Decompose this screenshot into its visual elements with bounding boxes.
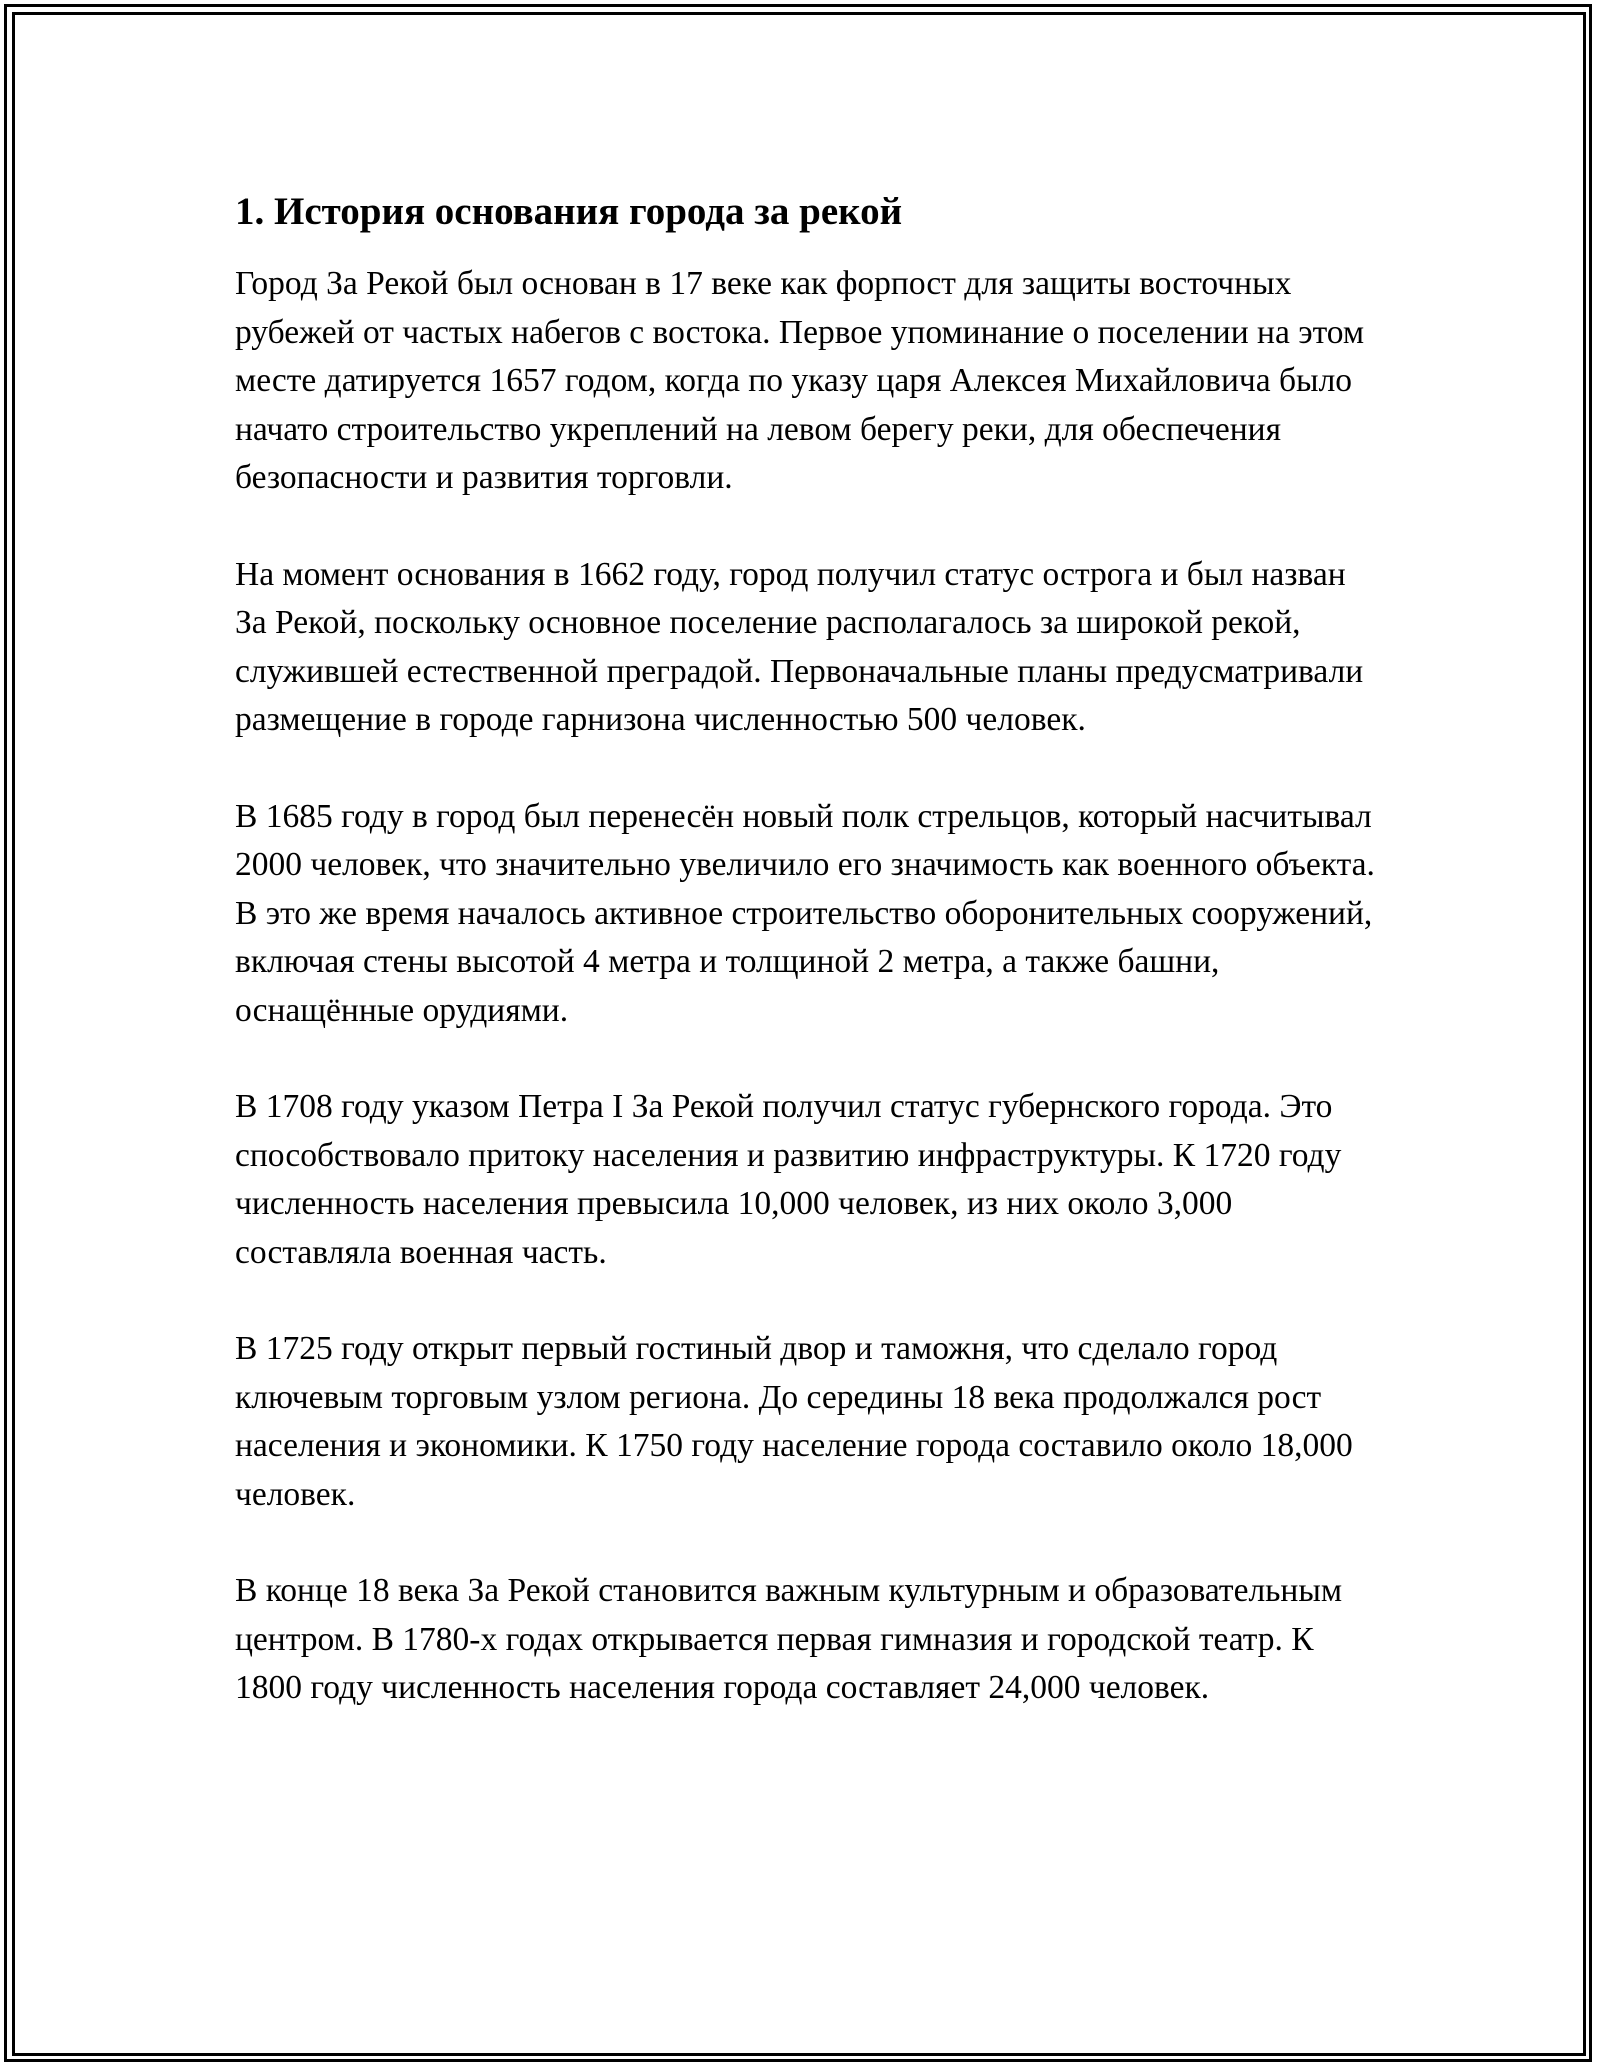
document-body xyxy=(235,186,1385,1761)
paragraph-ostrog-status: На момент основания в 1662 году, город получил статус острога и был назван За Рекой, поскольку основное поселение располагалось за широкой рекой, служившей естественной преградой. Первоначальные планы предусматривали размещение в городе гарнизона численностью 500 человек. xyxy=(235,555,1364,738)
paragraph-cultural-center: В конце 18 века За Рекой становится важным культурным и образовательным центром. В 1780-х годах открывается первая гимназия и городской театр. К 1800 году численность населения города составляет 24,000 человек. xyxy=(235,1572,1343,1706)
paragraph-trade-hub: В 1725 году открыт первый гостиный двор и таможня, что сделало город ключевым торговым узлом региона. До середины 18 века продолжался рост населения и экономики. К 1750 году население города составило около 18,000 человек. xyxy=(235,1330,1353,1513)
paragraph-governorate-city: В 1708 году указом Петра I За Рекой получил статус губернского города. Это способствовало притоку населения и развитию инфраструктуры. К 1720 году численность населения превысила 10,000 человек, из них около 3,000 составляла военная часть. xyxy=(235,1088,1342,1271)
paragraph-founding: Город За Рекой был основан в 17 веке как форпост для защиты восточных рубежей от частых набегов с востока. Первое упоминание о поселении на этом месте датируется 1657 годом, когда по указу царя Алексея Михайловича было начато строительство укреплений на левом берегу реки, для обеспечения безопасности и развития торговли. xyxy=(235,265,1365,496)
section-heading: 1. История основания города за рекой xyxy=(235,190,903,233)
paragraph-streltsy-regiment: В 1685 году в город был перенесён новый полк стрельцов, который насчитывал 2000 человек, что значительно увеличило его значимость как военного объекта. В это же время началось активное строительство оборонительных сооружений, включая стены высотой 4 метра и толщиной 2 метра, а также башни, оснащённые орудиями. xyxy=(235,797,1375,1029)
